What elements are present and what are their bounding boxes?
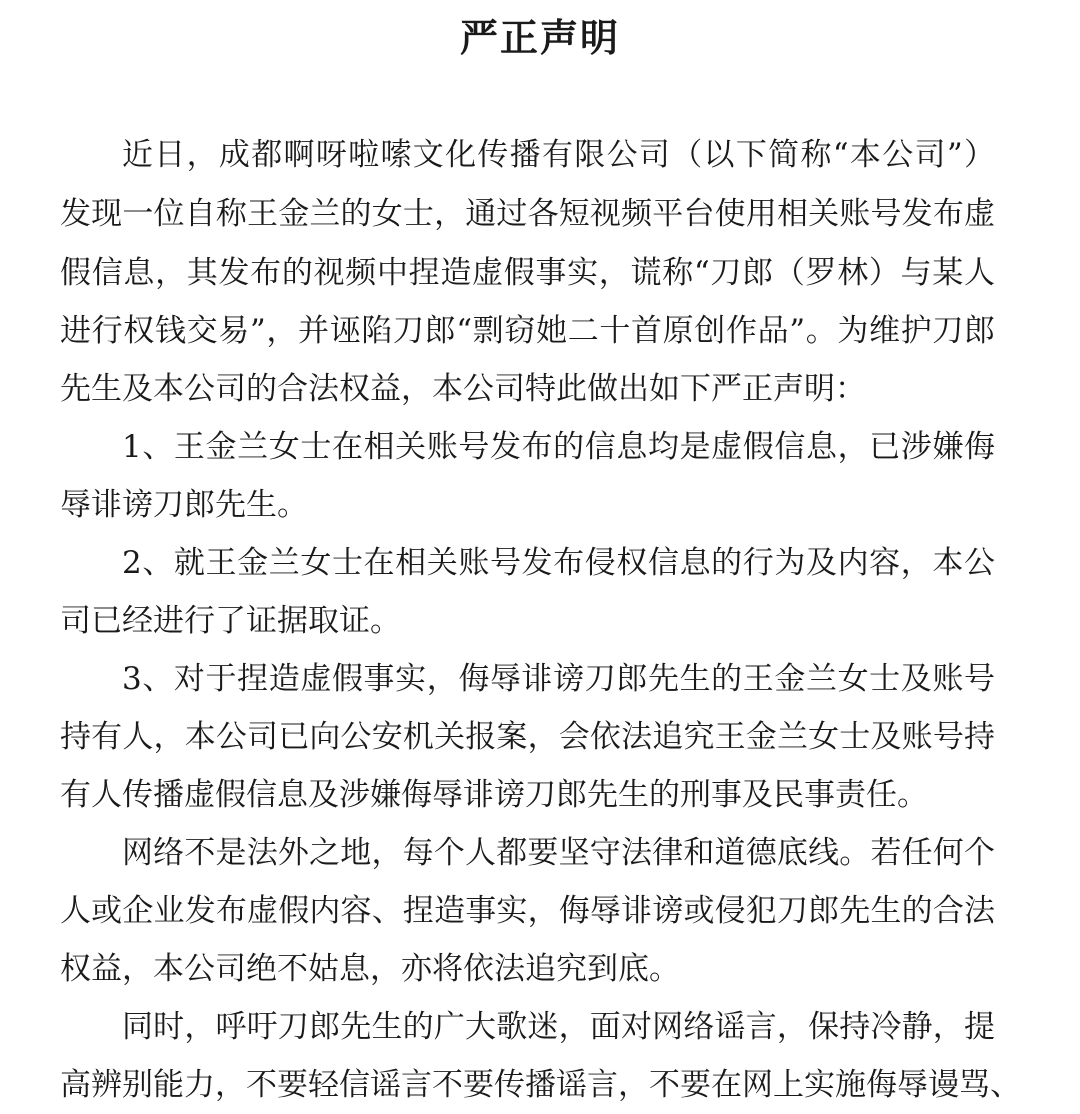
document-title: 严正声明 bbox=[459, 15, 620, 60]
clause-2-line-1: 2、就王金兰女士在相关账号发布侵权信息的行为及内容，本公 bbox=[122, 545, 995, 581]
closing-line-1: 网络不是法外之地，每个人都要坚守法律和道德底线。若任何个 bbox=[122, 835, 995, 871]
closing-line-3: 权益，本公司绝不姑息，亦将依法追究到底。 bbox=[60, 951, 680, 987]
body-line-1: 近日，成都啊呀啦嗦文化传播有限公司（以下简称“本公司”） bbox=[122, 137, 995, 173]
body-line-3: 假信息，其发布的视频中捏造虚假事实，谎称“刀郎（罗林）与某人 bbox=[60, 255, 995, 291]
body-line-5: 先生及本公司的合法权益，本公司特此做出如下严正声明： bbox=[60, 371, 866, 407]
clause-1-line-2: 辱诽谤刀郎先生。 bbox=[60, 487, 308, 523]
closing-line-2: 人或企业发布虚假内容、捏造事实，侮辱诽谤或侵犯刀郎先生的合法 bbox=[60, 893, 995, 929]
body-line-4: 进行权钱交易”，并诬陷刀郎“剽窃她二十首原创作品”。为维护刀郎 bbox=[60, 313, 995, 349]
clause-3-line-1: 3、对于捏造虚假事实，侮辱诽谤刀郎先生的王金兰女士及账号 bbox=[122, 661, 995, 697]
clause-3-line-2: 持有人，本公司已向公安机关报案，会依法追究王金兰女士及账号持 bbox=[60, 719, 995, 755]
appeal-line-1: 同时，呼吁刀郎先生的广大歌迷，面对网络谣言，保持冷静，提 bbox=[122, 1009, 995, 1045]
body-line-2: 发现一位自称王金兰的女士，通过各短视频平台使用相关账号发布虚 bbox=[60, 196, 995, 232]
clause-3-line-3: 有人传播虚假信息及涉嫌侮辱诽谤刀郎先生的刑事及民事责任。 bbox=[60, 777, 928, 813]
appeal-line-2: 高辨别能力，不要轻信谣言不要传播谣言，不要在网上实施侮辱谩骂、 bbox=[60, 1067, 1021, 1103]
clause-2-line-2: 司已经进行了证据取证。 bbox=[60, 603, 401, 639]
clause-1-line-1: 1、王金兰女士在相关账号发布的信息均是虚假信息，已涉嫌侮 bbox=[122, 429, 995, 465]
